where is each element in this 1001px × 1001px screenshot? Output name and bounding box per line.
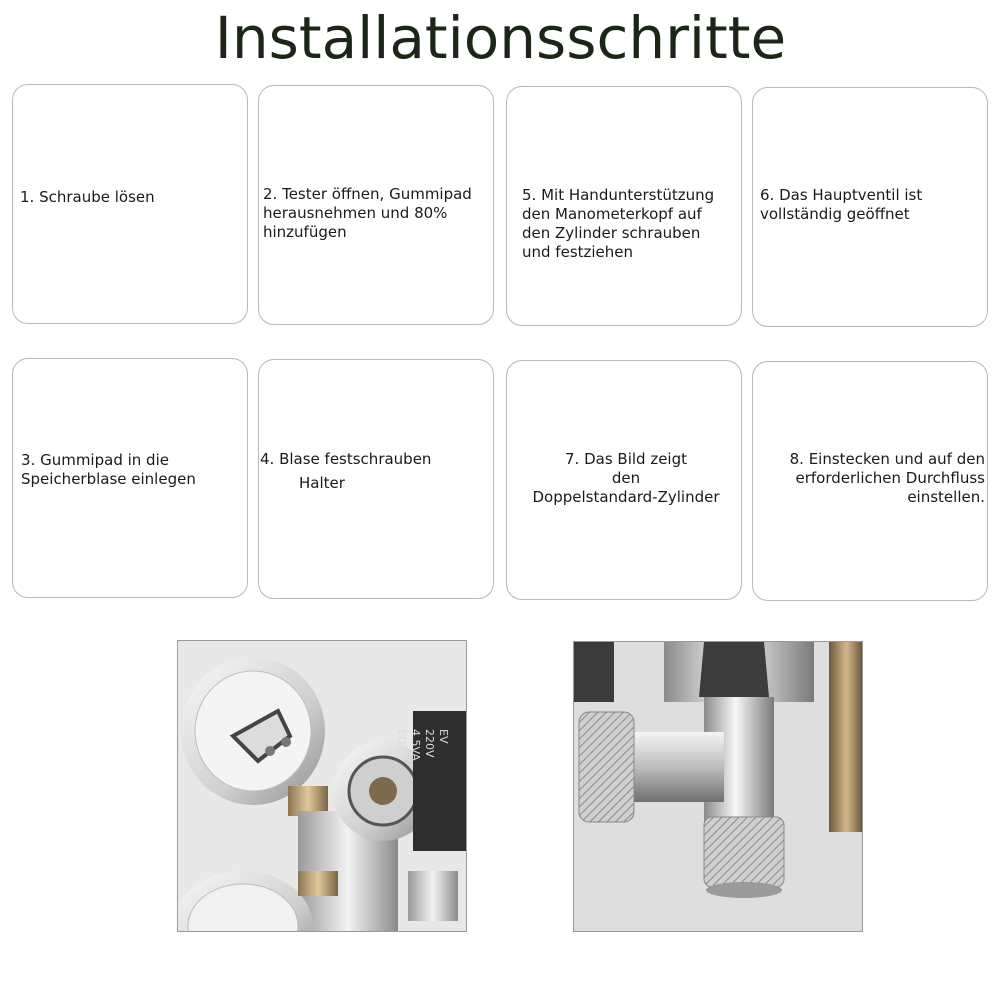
step-card-5 — [506, 86, 742, 326]
step-card-8 — [752, 361, 988, 601]
solenoid-label: 4.5VA — [409, 729, 422, 761]
step-text-line2: den — [611, 469, 641, 487]
step-text-line3: Doppelstandard-Zylinder — [532, 488, 720, 506]
step-text-line2: Halter — [299, 474, 345, 492]
step-card-6 — [752, 87, 988, 327]
step-card-4 — [258, 359, 494, 599]
step-text: 4. Blase festschrauben — [260, 450, 432, 468]
step-card-2 — [258, 85, 494, 325]
regulator-illustration — [178, 641, 467, 932]
step-card-1 — [12, 84, 248, 324]
step-text: 2. Tester öffnen, Gummipad herausnehmen und 80% hinzufügen — [263, 185, 472, 241]
needle-valve-illustration — [574, 642, 863, 932]
needle-valve-photo-right — [573, 641, 863, 932]
step-text: 1. Schraube lösen — [20, 188, 155, 206]
step-text: 6. Das Hauptventil ist vollständig geöffnet — [760, 186, 923, 223]
step-text: 3. Gummipad in die Speicherblase einlegen — [21, 451, 196, 488]
step-text: 7. Das Bild zeigt — [565, 450, 687, 468]
step-card-3 — [12, 358, 248, 598]
solenoid-label: 220V — [423, 729, 436, 758]
solenoid-label: ED — [395, 729, 408, 745]
regulator-photo-left — [177, 640, 467, 932]
step-text: 8. Einstecken und auf den erforderlichen Durchfluss einstellen. — [789, 450, 985, 506]
page-title: Installationsschritte — [214, 4, 787, 72]
step-text: 5. Mit Handunterstützung den Manometerkopf auf den Zylinder schrauben und festziehen — [522, 186, 715, 261]
solenoid-label: EV — [437, 729, 450, 744]
step-card-7 — [506, 360, 742, 600]
